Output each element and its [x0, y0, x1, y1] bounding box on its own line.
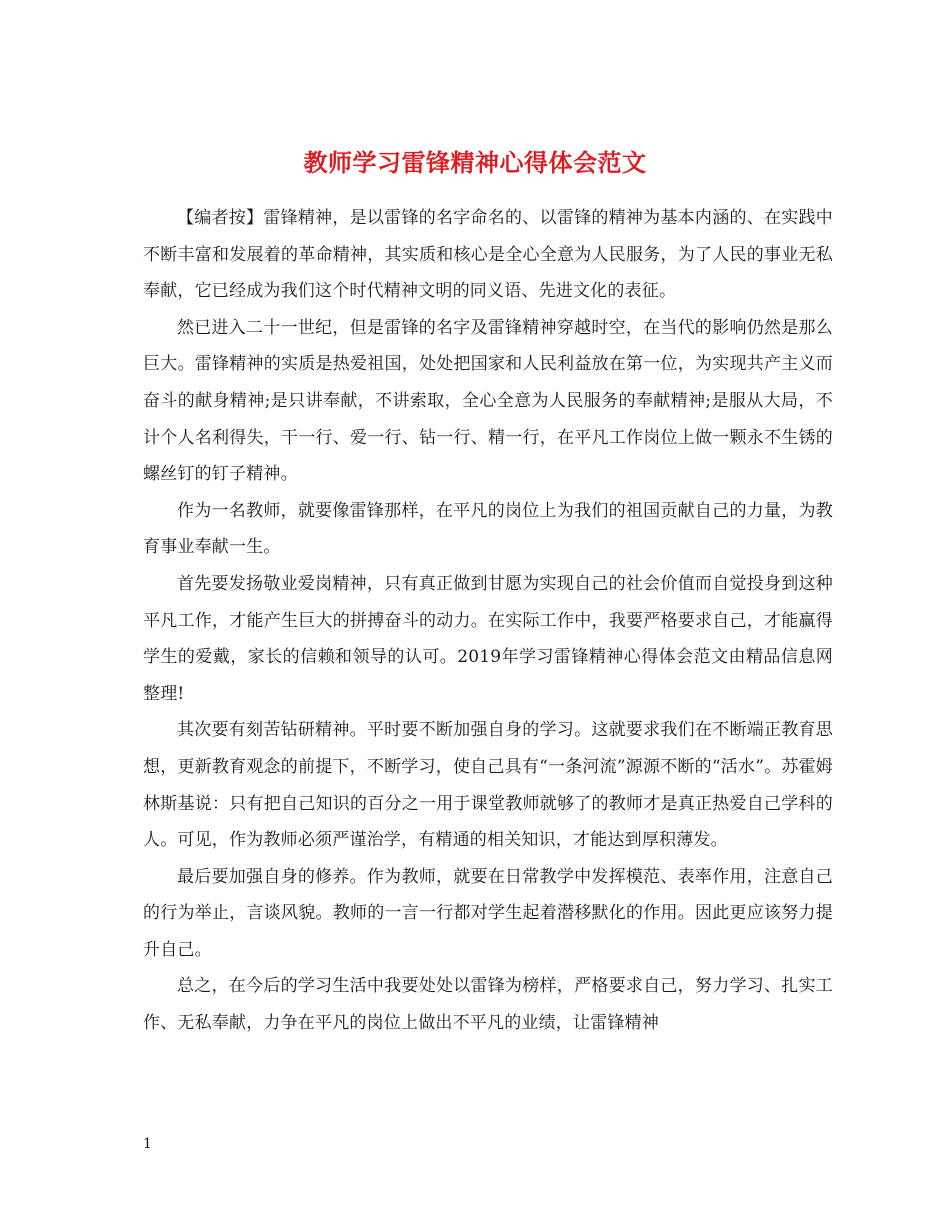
document-body [143, 200, 833, 1042]
paragraph: 最后要加强自身的修养。作为教师，就要在日常教学中发挥模范、表率作用，注意自己的行为举止，言谈风貌。教师的一言一行都对学生起着潜移默化的作用。因此更应该努力提升自己。 [143, 866, 833, 960]
paragraph: 总之，在今后的学习生活中我要处处以雷锋为榜样，严格要求自己，努力学习、扎实工作、无私奉献，力争在平凡的岗位上做出不平凡的业绩，让雷锋精神 [143, 976, 833, 1034]
page-number: 1 [143, 1136, 152, 1152]
paragraph-editor-note: 【编者按】雷锋精神，是以雷锋的名字命名的、以雷锋的精神为基本内涵的、在实践中不断丰富和发展着的革命精神，其实质和核心是全心全意为人民服务，为了人民的事业无私奉献，它已经成为我们这个时代精神文明的同义语、先进文化的表征。 [143, 208, 833, 302]
paragraph: 首先要发扬敬业爱岗精神，只有真正做到甘愿为实现自己的社会价值而自觉投身到这种平凡工作，才能产生巨大的拼搏奋斗的动力。在实际工作中，我要严格要求自己，才能赢得学生的爱戴，家长的信赖和领导的认可。2019年学习雷锋精神心得体会范文由精品信息网整理! [143, 573, 833, 704]
paragraph: 作为一名教师，就要像雷锋那样，在平凡的岗位上为我们的祖国贡献自己的力量，为教育事业奉献一生。 [143, 500, 833, 558]
paragraph: 其次要有刻苦钻研精神。平时要不断加强自身的学习。这就要求我们在不断端正教育思想，更新教育观念的前提下，不断学习，使自己具有“一条河流”源源不断的“活水”。苏霍姆林斯基说：只有把自己知识的百分之一用于课堂教师就够了的教师才是真正热爱自己学科的人。可见，作为教师必须严谨治学，有精通的相关知识，才能达到厚积薄发。 [143, 720, 833, 851]
paragraph: 然已进入二十一世纪，但是雷锋的名字及雷锋精神穿越时空，在当代的影响仍然是那么巨大。雷锋精神的实质是热爱祖国，处处把国家和人民利益放在第一位，为实现共产主义而奋斗的献身精神;是只讲奉献，不讲索取，全心全意为人民服务的奉献精神;是服从大局，不计个人名利得失，干一行、爱一行、钻一行、精一行，在平凡工作岗位上做一颗永不生锈的螺丝钉的钉子精神。 [143, 317, 833, 485]
document-title: 教师学习雷锋精神心得体会范文 [303, 148, 647, 178]
